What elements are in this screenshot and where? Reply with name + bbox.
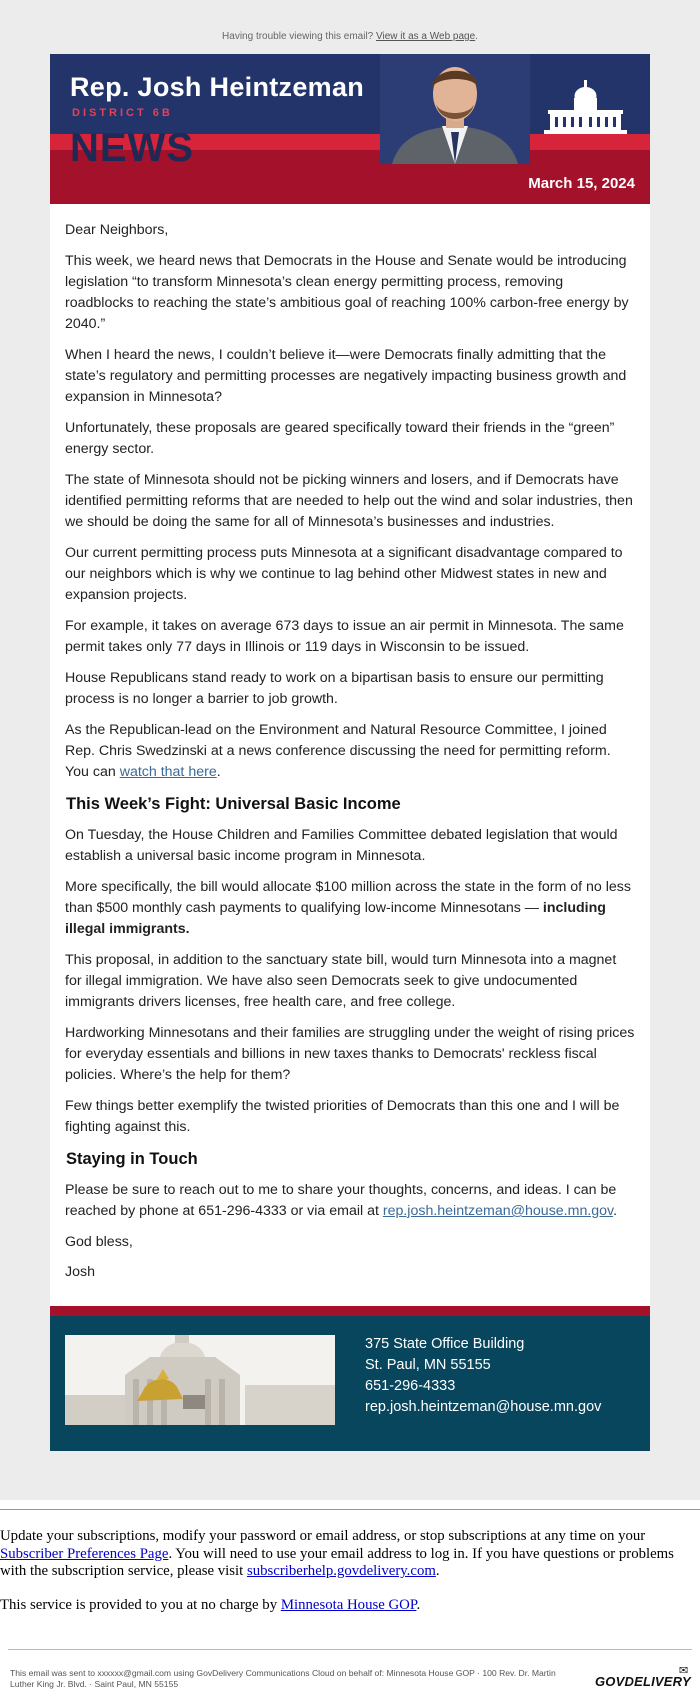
paragraph: On Tuesday, the House Children and Families Committee debated legislation that would establish a universal basic income program in Minnesota. [65, 827, 618, 864]
news-wordmark: NEWS [70, 126, 194, 170]
paragraph: House Republicans stand ready to work on a bipartisan basis to ensure our permitting process is no longer a barrier to job growth. [65, 670, 604, 707]
greeting: Dear Neighbors, [65, 222, 169, 238]
subscription-legal: Update your subscriptions, modify your password or email address, or stop subscriptions at any time on your Subscriber Preferences Page. You will need to use your email address to log in. If you have questions or problems with the subscription service, please visit subscriberhelp.govdelivery.com. This service is provided to you at no charge by Minnesota House GOP. [0, 1528, 674, 1613]
subscriber-preferences-link[interactable]: Subscriber Preferences Page [0, 1545, 169, 1562]
address-line-1: 375 State Office Building [365, 1336, 525, 1352]
govdelivery-logo[interactable]: GOVDELIVERY ✉ [595, 1665, 691, 1689]
district-label: DISTRICT 6B [72, 107, 173, 119]
preheader: Having trouble viewing this email? View it as a Web page. [222, 31, 478, 42]
sender-fine-print: This email was sent to xxxxxx@gmail.com using GovDelivery Communications Cloud on behalf of: Minnesota House GOP · 100 Rev. Dr. Martin Luther King Jr. Blvd. · Saint Paul, MN 55155 [10, 1668, 556, 1689]
preheader-text: Having trouble viewing this email? [222, 31, 374, 42]
paragraph: As the Republican-lead on the Environment and Natural Resource Committee, I joined Rep. Chris Swedzinski at a news conference discussing the need for permitting reform. You can watch that here. [65, 722, 611, 780]
view-as-web-page-link[interactable]: View it as a Web page [376, 31, 476, 42]
address-line-2: St. Paul, MN 55155 [365, 1357, 491, 1373]
paragraph: Please be sure to reach out to me to share your thoughts, concerns, and ideas. I can be reached by phone at 651-296-4333 or via email at rep.josh.heintzeman@house.mn.gov. [65, 1182, 618, 1219]
phone-number: 651-296-4333 [365, 1378, 456, 1394]
section-heading-staying-in-touch: Staying in Touch [66, 1150, 198, 1168]
newsletter-card [50, 54, 650, 1451]
divider [8, 1649, 692, 1650]
subscriber-help-link[interactable]: subscriberhelp.govdelivery.com [246, 1563, 436, 1579]
section-heading-ubi: This Week’s Fight: Universal Basic Income [66, 795, 401, 813]
capitol-icon [538, 78, 633, 136]
paragraph: More specifically, the bill would allocate $100 million across the state in the form of no less than $500 monthly cash payments to qualifying low-income Minnesotans — including illegal immigrants. [65, 879, 631, 937]
contact-email: rep.josh.heintzeman@house.mn.gov [365, 1399, 602, 1415]
paragraph: The state of Minnesota should not be picking winners and losers, and if Democrats have identified permitting reforms that are needed to help out the wind and solar industries, then we should be doing the same for all of Minnesota’s businesses and industries. [65, 472, 633, 530]
paragraph: Unfortunately, these proposals are geared specifically toward their friends in the “green” energy sector. [65, 420, 615, 457]
closing: God bless, [65, 1234, 133, 1250]
capitol-photo [65, 1335, 335, 1425]
emphasis: including illegal immigrants. [65, 900, 606, 937]
paragraph: Our current permitting process puts Minnesota at a significant disadvantage compared to our neighbors which is why we continue to lag behind other Midwest states in new and expansion projects. [65, 545, 623, 603]
representative-portrait [380, 54, 530, 164]
email-link[interactable]: rep.josh.heintzeman@house.mn.gov [382, 1203, 614, 1219]
paragraph: When I heard the news, I couldn’t believe it—were Democrats finally admitting that the state’s regulatory and permitting processes are negatively impacting business growth and expansion in Minnesota? [65, 347, 627, 405]
newsletter-header [50, 54, 650, 204]
contact-footer [50, 1306, 650, 1451]
paragraph: For example, it takes on average 673 days to issue an air permit in Minnesota. The same permit takes only 77 days in Illinois or 119 days in Wisconsin to be issued. [65, 618, 624, 655]
signature: Josh [65, 1264, 95, 1280]
envelope-icon: ✉ [679, 1665, 689, 1677]
minnesota-house-gop-link[interactable]: Minnesota House GOP [280, 1596, 417, 1613]
paragraph: This proposal, in addition to the sanctuary state bill, would turn Minnesota into a magnet for illegal immigration. We have also seen Democrats seek to give undocumented immigrants drivers licenses, free health care, and free college. [65, 952, 617, 1010]
newsletter-body [50, 204, 650, 1306]
paragraph: Hardworking Minnesotans and their families are struggling under the weight of rising prices for everyday essentials and billions in new taxes thanks to Democrats' reckless fiscal policies. Where’s the help for them? [65, 1025, 635, 1083]
representative-name: Rep. Josh Heintzeman [70, 72, 365, 102]
contact-info [365, 1334, 601, 1418]
newsletter-date: March 15, 2024 [528, 175, 635, 192]
divider [0, 1509, 700, 1510]
watch-news-conference-link[interactable]: watch that here [119, 764, 217, 780]
paragraph: Few things better exemplify the twisted priorities of Democrats than this one and I will be fighting against this. [65, 1098, 620, 1135]
paragraph: This week, we heard news that Democrats in the House and Senate would be introducing legislation “to transform Minnesota’s clean energy permitting process, removing roadblocks to reaching the state’s ambitious goal of reaching 100% carbon-free energy by 2040.” [65, 253, 629, 332]
